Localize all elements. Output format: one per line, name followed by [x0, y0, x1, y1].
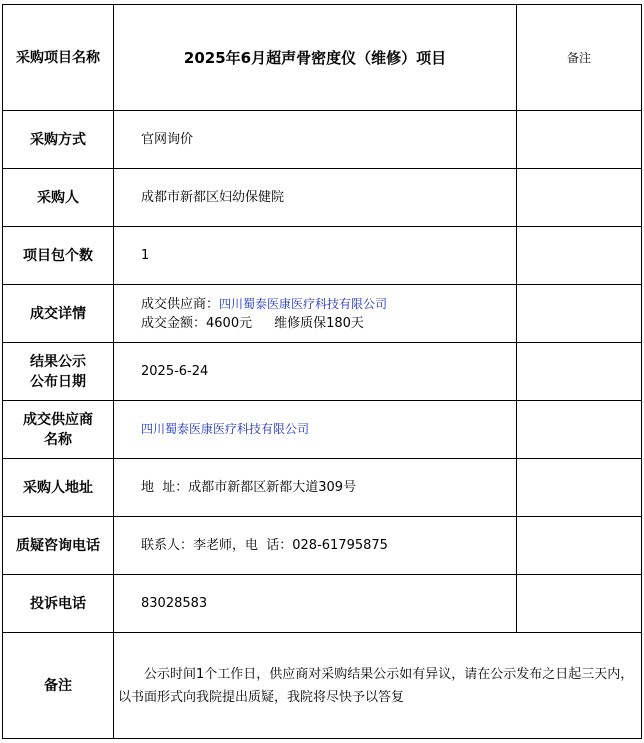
remark-cell-purchaser: [517, 169, 642, 227]
row-announce-date: [3, 343, 642, 401]
row-purchaser: [3, 169, 642, 227]
deal-supplier-line: [141, 295, 516, 314]
label-supplier-name-line1: 成交供应商: [23, 411, 93, 428]
remarks-column-header: 备注: [517, 5, 642, 111]
label-announce-date-line2: 公布日期: [30, 373, 86, 390]
deal-amount: 成交金额：4600元: [141, 315, 253, 331]
value-announce-date: 2025-6-24: [114, 343, 517, 401]
label-supplier-name: [3, 401, 114, 459]
value-method: 官网询价: [114, 111, 517, 169]
value-package-count: 1: [114, 227, 517, 285]
deal-amount-line: [141, 314, 516, 333]
row-deal-details: [3, 285, 642, 343]
value-inquiry-phone: 联系人：李老师，电 话：028-61795875: [114, 517, 517, 575]
label-method: 采购方式: [3, 111, 114, 169]
deal-supplier-prefix: 成交供应商：: [141, 296, 220, 312]
label-deal-details: 成交详情: [3, 285, 114, 343]
remark-cell-address: [517, 459, 642, 517]
row-package-count: [3, 227, 642, 285]
label-announce-date: [3, 343, 114, 401]
remark-cell-deal-details: [517, 285, 642, 343]
remarks-text: 公示时间1个工作日，供应商对采购结果公示如有异议，请在公示发布之日起三天内，以书面形式向我院提出质疑，我院将尽快予以答复: [118, 666, 634, 705]
remark-cell-announce-date: [517, 343, 642, 401]
remark-cell-complaint-phone: [517, 575, 642, 633]
deal-warranty: 维修质保180天: [274, 315, 364, 331]
value-address: 地 址：成都市新都区新都大道309号: [114, 459, 517, 517]
label-project-name: 采购项目名称: [3, 5, 114, 111]
label-address: 采购人地址: [3, 459, 114, 517]
remark-cell-inquiry-phone: [517, 517, 642, 575]
label-announce-date-line1: 结果公示: [30, 353, 86, 370]
row-supplier-name: [3, 401, 642, 459]
label-complaint-phone: 投诉电话: [3, 575, 114, 633]
remark-cell-supplier-name: [517, 401, 642, 459]
label-package-count: 项目包个数: [3, 227, 114, 285]
deal-supplier-name: 四川蜀泰医康医疗科技有限公司: [219, 296, 388, 311]
value-purchaser: 成都市新都区妇幼保健院: [114, 169, 517, 227]
row-inquiry-phone: [3, 517, 642, 575]
project-title: 2025年6月超声骨密度仪（维修）项目: [114, 5, 517, 111]
procurement-result-table: [2, 4, 642, 739]
label-inquiry-phone: 质疑咨询电话: [3, 517, 114, 575]
label-remarks: 备注: [3, 633, 114, 739]
row-complaint-phone: [3, 575, 642, 633]
remark-cell-method: [517, 111, 642, 169]
row-project-name: [3, 5, 642, 111]
value-remarks: [114, 633, 642, 739]
label-supplier-name-line2: 名称: [44, 431, 72, 448]
remark-cell-package-count: [517, 227, 642, 285]
supplier-name-text: 四川蜀泰医康医疗科技有限公司: [141, 422, 310, 436]
row-address: [3, 459, 642, 517]
value-complaint-phone: 83028583: [114, 575, 517, 633]
value-deal-details: [114, 285, 517, 343]
row-remarks: [3, 633, 642, 739]
row-method: [3, 111, 642, 169]
label-purchaser: 采购人: [3, 169, 114, 227]
value-supplier-name: [114, 401, 517, 459]
